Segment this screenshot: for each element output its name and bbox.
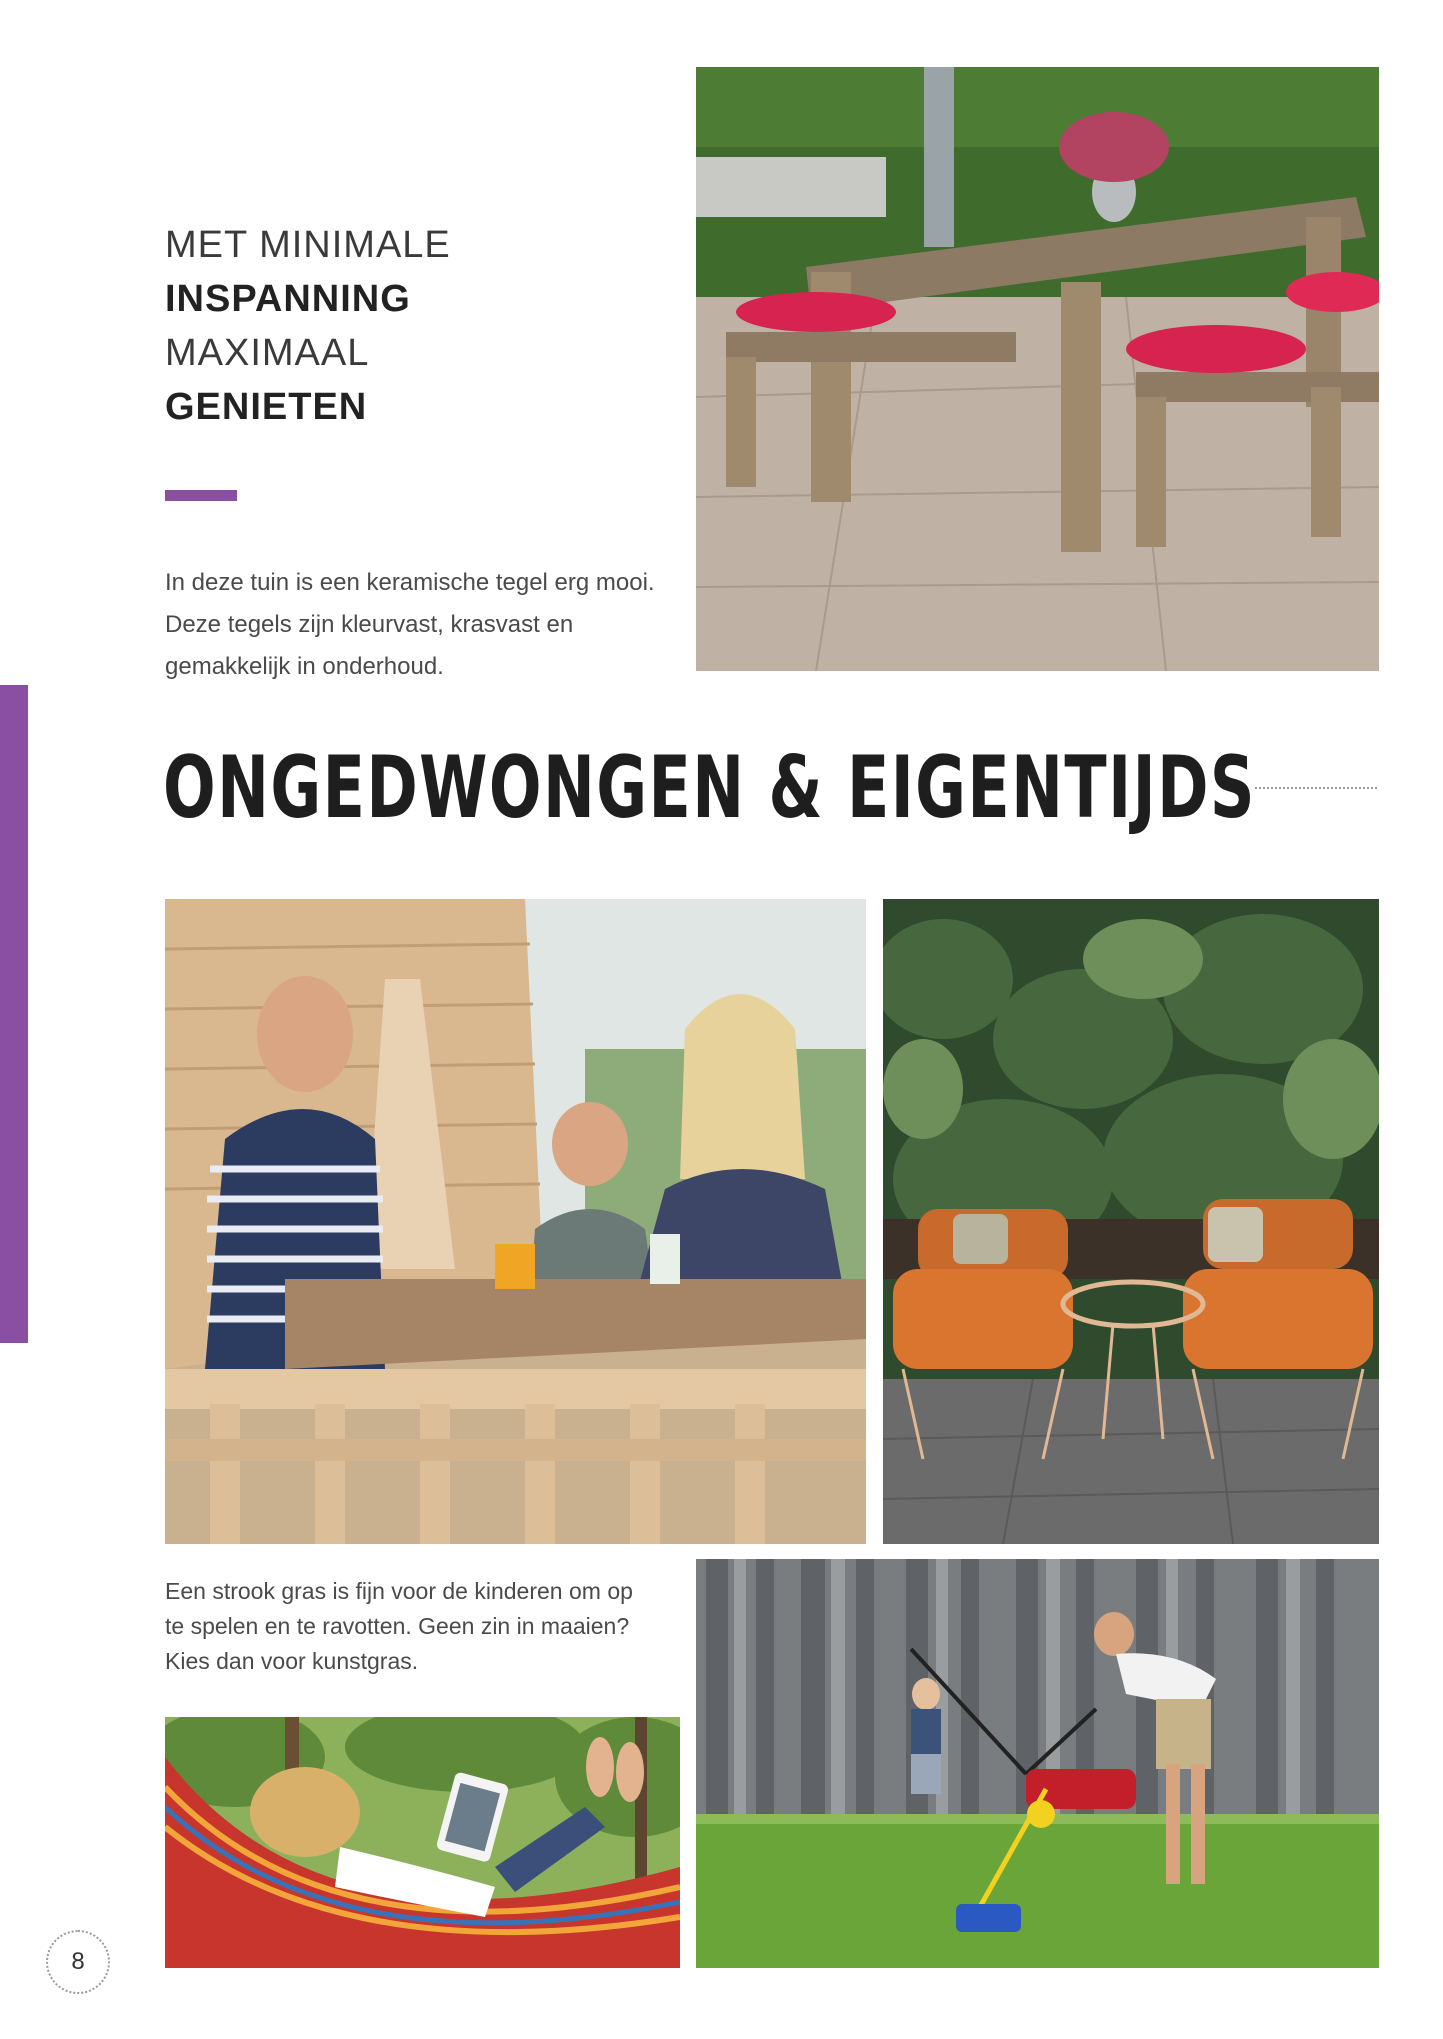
intro-body-text: In deze tuin is een keramische tegel erg mooi. Deze tegels zijn kleurvast, krasvast en gemakkelijk in onderhoud. bbox=[165, 569, 655, 680]
intro-title bbox=[165, 218, 685, 434]
side-accent-bar bbox=[0, 685, 28, 1343]
intro-title-line-3: MAXIMAAL bbox=[165, 332, 370, 374]
photo-garden-table bbox=[696, 67, 1379, 671]
photo-family-picnic bbox=[165, 899, 866, 1544]
dotted-divider bbox=[1255, 787, 1377, 789]
photo-lawn-mowing bbox=[696, 1559, 1379, 1968]
grass-body-text: Een strook gras is fijn voor de kinderen om op te spelen en te ravotten. Geen zin in maaien? Kies dan voor kunstgras. bbox=[165, 1578, 633, 1674]
section-headline: ONGEDWONGEN & EIGENTIJDS bbox=[163, 738, 1256, 838]
photo-lounge-chairs bbox=[883, 899, 1379, 1544]
intro-title-line-2: INSPANNING bbox=[165, 278, 411, 320]
page-number: 8 bbox=[46, 1930, 110, 1994]
intro-title-line-1: MET MINIMALE bbox=[165, 224, 451, 266]
accent-rule bbox=[165, 490, 237, 501]
photo-hammock bbox=[165, 1717, 680, 1968]
intro-title-line-4: GENIETEN bbox=[165, 386, 368, 428]
